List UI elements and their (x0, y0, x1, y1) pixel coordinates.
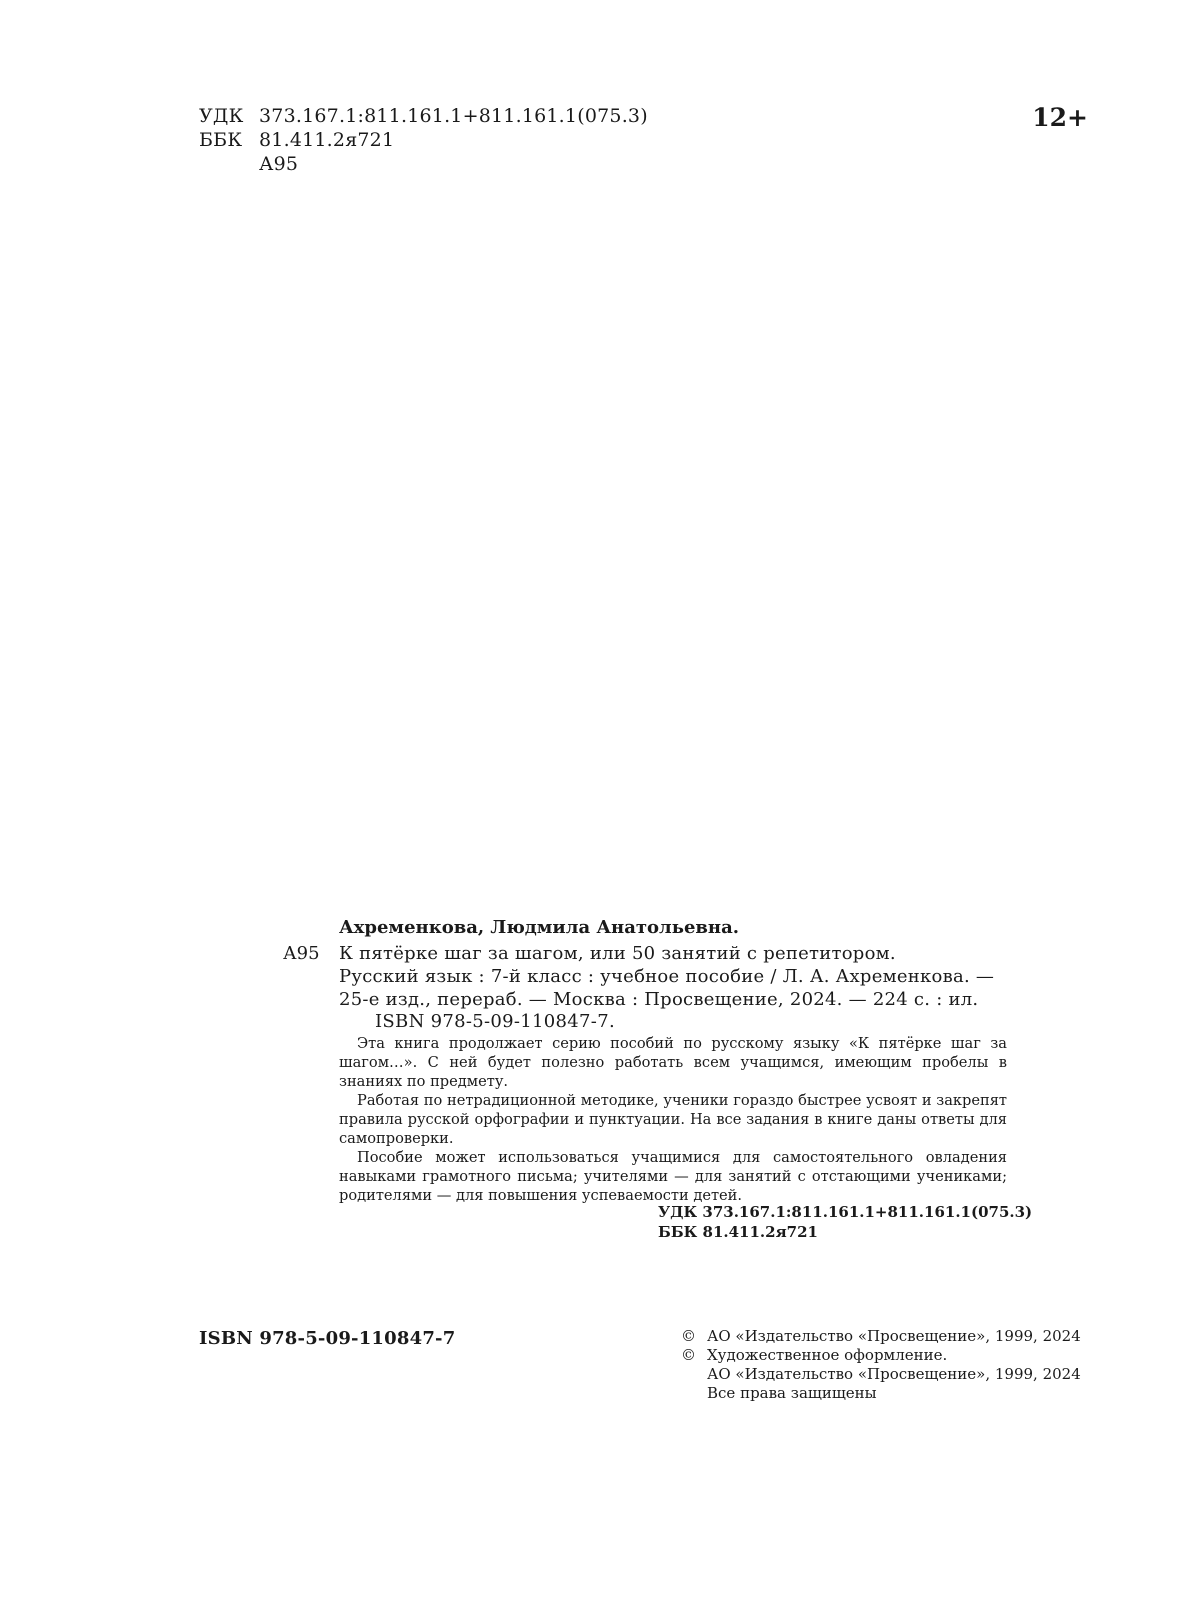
card-edition-line: 25-е изд., перераб. — Москва : Просвещение, 2024. — 224 с. : ил. (339, 989, 979, 1010)
card-author-code: А95 (283, 943, 320, 964)
copyright-icon: © (681, 1346, 696, 1364)
card-title-line: К пятёрке шаг за шагом, или 50 занятий с репетитором. (339, 943, 896, 964)
footer-isbn: ISBN 978-5-09-110847-7 (199, 1328, 456, 1349)
copyright-text: Художественное оформление. (707, 1346, 948, 1364)
bbk-label: ББК (199, 129, 243, 151)
card-author: Ахременкова, Людмила Анатольевна. (339, 917, 740, 938)
annotation-paragraph: Работая по нетрадиционной методике, ученики гораздо быстрее усвоят и закрепят правила русской орфографии и пунктуации. На все задания в книге даны ответы для самопроверки. (339, 1092, 1007, 1147)
card-description-line: Русский язык : 7-й класс : учебное пособие / Л. А. Ахременкова. — (339, 966, 995, 987)
copyright-icon: © (681, 1327, 696, 1345)
author-code-top: А95 (259, 153, 299, 175)
card-bbk: ББК 81.411.2я721 (658, 1223, 818, 1241)
annotation-paragraph: Пособие может использоваться учащимися для самостоятельного овладения навыками грамотного письма; учителями — для занятий с отстающими учениками; родителями — для повышения успеваемости детей. (339, 1149, 1007, 1204)
udk-label: УДК (199, 105, 244, 127)
copyright-text: АО «Издательство «Просвещение», 1999, 2024 (707, 1365, 1081, 1383)
bbk-value: 81.411.2я721 (259, 129, 395, 151)
age-rating: 12+ (1032, 103, 1088, 132)
rights-text: Все права защищены (707, 1384, 877, 1402)
annotation-paragraph: Эта книга продолжает серию пособий по русскому языку «К пятёрке шаг за шагом…». С ней будет полезно работать всем учащимся, имеющим пробелы в знаниях по предмету. (339, 1035, 1007, 1090)
udk-value: 373.167.1:811.161.1+811.161.1(075.3) (259, 105, 648, 127)
card-isbn: ISBN 978-5-09-110847-7. (375, 1011, 615, 1032)
copyright-text: АО «Издательство «Просвещение», 1999, 2024 (707, 1327, 1081, 1345)
card-annotation (339, 1034, 1007, 1205)
card-udk: УДК 373.167.1:811.161.1+811.161.1(075.3) (658, 1203, 1033, 1221)
